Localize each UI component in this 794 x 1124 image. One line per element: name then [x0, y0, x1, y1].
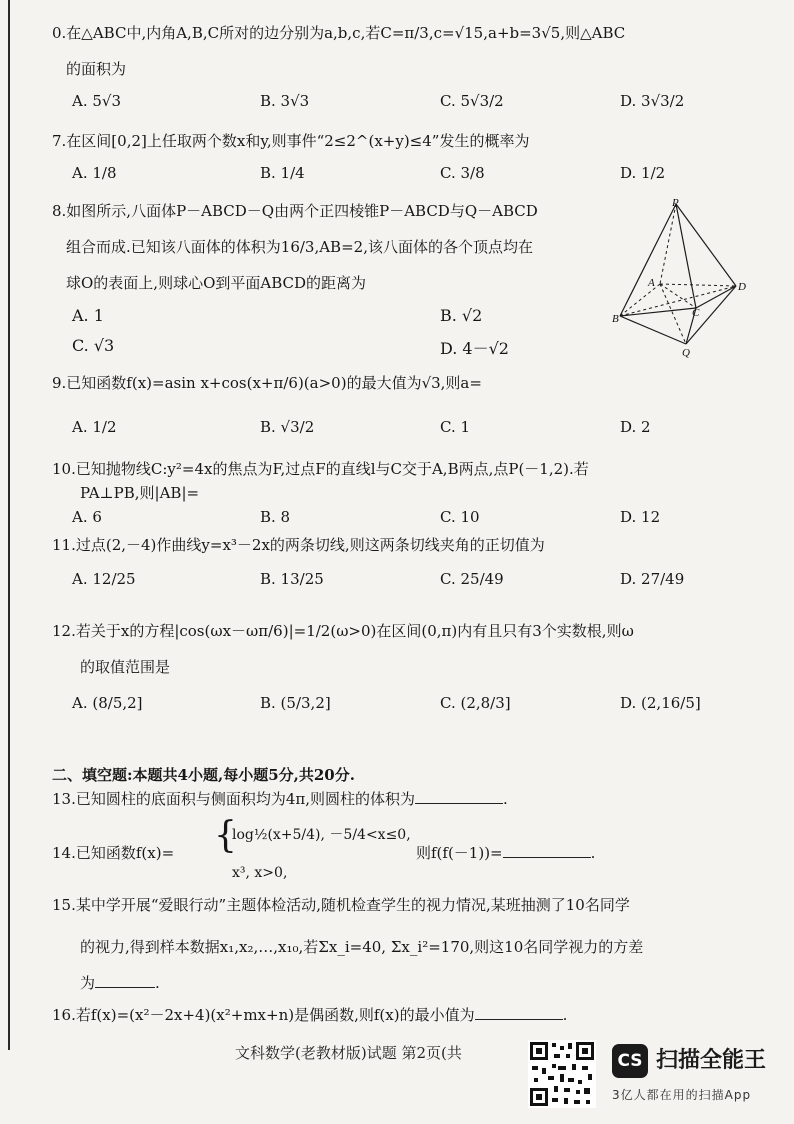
scanner-tagline: 3亿人都在用的扫描App	[612, 1088, 752, 1102]
option-d[interactable]: D. 27/49	[620, 570, 685, 588]
question-9-stem: 9.已知函数f(x)=asin x+cos(x+π/6)(a>0)的最大值为√3,则a=	[52, 374, 482, 392]
question-7-stem: 7.在区间[0,2]上任取两个数x和y,则事件“2≤2^(x+y)≤4”发生的概率为	[52, 132, 530, 150]
period: .	[155, 974, 160, 992]
question-10-stem: 10.已知抛物线C:y²=4x的焦点为F,过点F的直线l与C交于A,B两点,点P(－1,2).若	[52, 460, 589, 478]
question-8-stem-cont: 组合而成.已知该八面体的体积为16/3,AB=2,该八面体的各个顶点均在	[66, 238, 533, 256]
option-b[interactable]: B. √3/2	[260, 418, 315, 436]
option-a[interactable]: A. 5√3	[72, 92, 122, 110]
piecewise-brace: {	[214, 815, 237, 856]
page-footer: 文科数学(老教材版)试题 第2页(共	[235, 1044, 462, 1062]
question-15-text: 15.某中学开展“爱眼行动”主题体检活动,随机检查学生的视力情况,某班抽测了10名同学	[52, 896, 630, 914]
option-b[interactable]: B. 1/4	[260, 164, 305, 182]
option-b[interactable]: B. √2	[440, 306, 483, 325]
question-16-text: 16.若f(x)=(x²－2x+4)(x²+mx+n)是偶函数,则f(x)的最小值为	[52, 1006, 475, 1024]
option-b[interactable]: B. (5/3,2]	[260, 694, 331, 712]
question-14	[52, 842, 174, 864]
question-6-stem-cont: 的面积为	[66, 60, 127, 78]
option-c[interactable]: C. 5√3/2	[440, 92, 504, 110]
question-8-stem: 8.如图所示,八面体P－ABCD－Q由两个正四棱锥P－ABCD与Q－ABCD	[52, 202, 538, 220]
option-b[interactable]: B. 8	[260, 508, 291, 526]
option-a[interactable]: A. 1	[72, 306, 104, 325]
answer-blank-14[interactable]	[503, 843, 591, 858]
question-13	[52, 788, 508, 810]
option-c[interactable]: C. 3/8	[440, 164, 485, 182]
option-d[interactable]: D. 4－√2	[440, 339, 509, 358]
option-d[interactable]: D. 3√3/2	[620, 92, 685, 110]
option-d[interactable]: D. 1/2	[620, 164, 666, 182]
option-d[interactable]: D. 12	[620, 508, 661, 526]
page-border-line	[8, 0, 10, 1050]
question-6-options	[72, 88, 692, 118]
question-15-text-3: 为	[80, 974, 96, 992]
option-a[interactable]: A. 1/8	[72, 164, 117, 182]
section-2-heading: 二、填空题:本题共4小题,每小题5分,共20分.	[52, 766, 355, 784]
camscanner-logo: CS	[612, 1044, 648, 1078]
answer-blank-15[interactable]	[95, 973, 155, 988]
question-16	[52, 1004, 567, 1026]
label-q: Q	[682, 347, 690, 358]
option-d[interactable]: D. (2,16/5]	[620, 694, 701, 712]
label-p: P	[672, 198, 679, 209]
question-11-options	[72, 566, 692, 596]
question-9-options	[72, 414, 692, 444]
option-a[interactable]: A. 1/2	[72, 418, 117, 436]
option-a[interactable]: A. (8/5,2]	[72, 694, 143, 712]
label-d: D	[738, 281, 746, 293]
option-b[interactable]: B. 3√3	[260, 92, 310, 110]
answer-blank-16[interactable]	[475, 1005, 563, 1020]
qr-code[interactable]	[528, 1040, 596, 1108]
period: .	[503, 790, 508, 808]
label-b: B	[612, 313, 619, 325]
label-a: A	[648, 277, 655, 289]
option-c[interactable]: C. 25/49	[440, 570, 504, 588]
period: .	[590, 844, 596, 862]
question-12-options	[72, 690, 701, 720]
option-a[interactable]: A. 12/25	[72, 570, 136, 588]
option-d[interactable]: D. 2	[620, 418, 651, 436]
answer-blank-13[interactable]	[415, 789, 503, 804]
question-6-stem: 0.在△ABC中,内角A,B,C所对的边分别为a,b,c,若C=π/3,c=√15,a+b=3√5,则△ABC	[52, 24, 626, 42]
question-7-options	[72, 160, 692, 190]
period: .	[562, 1006, 568, 1024]
question-14-case-1: log½(x+5/4), －5/4<x≤0,	[232, 827, 411, 843]
question-12-stem-cont: 的取值范围是	[80, 658, 171, 676]
option-c[interactable]: C. 10	[440, 508, 480, 526]
question-14-case-2: x³, x>0,	[232, 865, 288, 881]
question-15-text-2: 的视力,得到样本数据x₁,x₂,…,x₁₀,若Σx_i=40, Σx_i²=170,则这10名同学视力的方差	[80, 938, 644, 956]
octahedron-figure	[612, 198, 752, 358]
question-10-stem-cont: PA⊥PB,则|AB|=	[80, 484, 200, 502]
question-10-options	[72, 504, 692, 534]
question-14-tail-text: 则f(f(－1))=	[416, 844, 503, 862]
label-c: C	[692, 307, 700, 319]
question-13-text: 13.已知圆柱的底面积与侧面积均为4π,则圆柱的体积为	[52, 790, 416, 808]
question-11-stem: 11.过点(2,－4)作曲线y=x³－2x的两条切线,则这两条切线夹角的正切值为	[52, 536, 545, 554]
question-8-stem-cont2: 球O的表面上,则球心O到平面ABCD的距离为	[66, 274, 367, 292]
option-a[interactable]: A. 6	[72, 508, 102, 526]
scanner-brand-name: 扫描全能王	[656, 1048, 767, 1073]
question-12-stem: 12.若关于x的方程|cos(ωx－ωπ/6)|=1/2(ω>0)在区间(0,π)内有且只有3个实数根,则ω	[52, 622, 634, 640]
question-14-text: 14.已知函数f(x)=	[52, 844, 175, 862]
option-c[interactable]: C. (2,8/3]	[440, 694, 511, 712]
question-14-tail	[416, 842, 595, 864]
option-c[interactable]: C. 1	[440, 418, 471, 436]
question-15-line-3	[80, 972, 160, 994]
option-c[interactable]: C. √3	[72, 336, 115, 355]
option-b[interactable]: B. 13/25	[260, 570, 324, 588]
